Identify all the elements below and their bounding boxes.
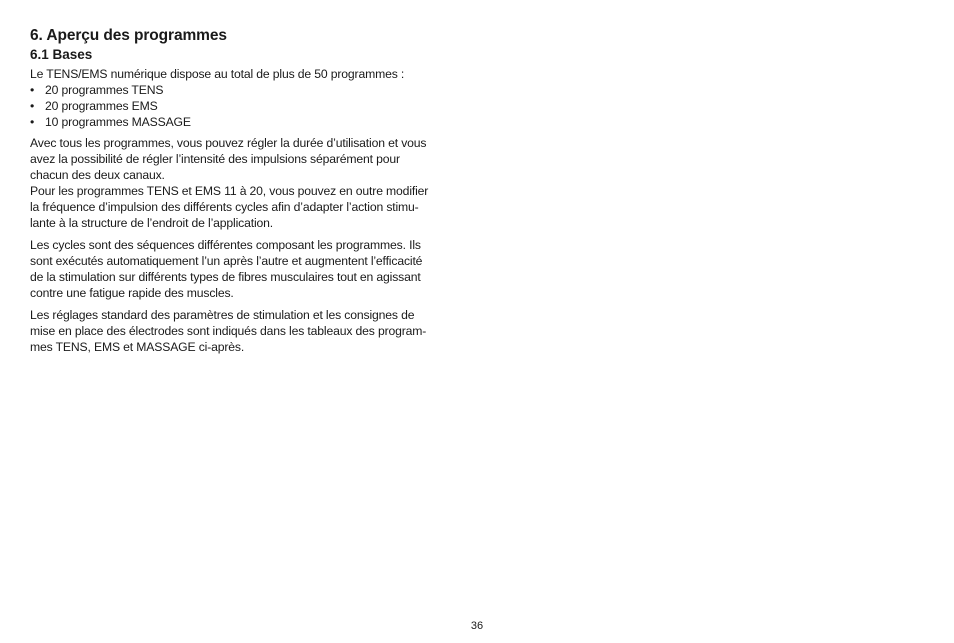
paragraph-settings	[30, 135, 470, 183]
text-line: mise en place des électrodes sont indiqués dans les tableaux des program-	[30, 324, 427, 338]
program-list	[30, 82, 470, 130]
text-line: de la stimulation sur différents types de fibres musculaires tout en agissant	[30, 270, 421, 284]
page-content	[30, 26, 470, 355]
text-line: lante à la structure de l’endroit de l’application.	[30, 216, 274, 230]
text-line: Les cycles sont des séquences différentes composant les programmes. Ils	[30, 238, 421, 252]
page-number: 36	[470, 620, 484, 632]
section-title: 6. Aperçu des programmes	[30, 27, 227, 44]
paragraph-frequency	[30, 183, 470, 231]
text-line: Avec tous les programmes, vous pouvez régler la durée d’utilisation et vous	[30, 136, 427, 150]
list-item	[30, 82, 470, 98]
text-line: mes TENS, EMS et MASSAGE ci-après.	[30, 340, 245, 354]
bullet-icon: •	[30, 83, 35, 97]
bullet-icon: •	[30, 115, 35, 129]
intro-text: Le TENS/EMS numérique dispose au total de plus de 50 programmes :	[30, 67, 405, 81]
text-line: chacun des deux canaux.	[30, 168, 165, 182]
list-item	[30, 114, 470, 130]
paragraph-standard-settings	[30, 307, 470, 355]
text-line: Pour les programmes TENS et EMS 11 à 20, vous pouvez en outre modifier	[30, 184, 429, 198]
list-item	[30, 98, 470, 114]
list-item-text: 20 programmes EMS	[45, 99, 158, 113]
text-line: la fréquence d’impulsion des différents cycles afin d’adapter l’action stimu-	[30, 200, 419, 214]
list-item-text: 10 programmes MASSAGE	[45, 115, 191, 129]
bullet-icon: •	[30, 99, 35, 113]
subsection-title: 6.1 Bases	[30, 47, 93, 62]
text-line: sont exécutés automatiquement l’un après l’autre et augmentent l’efficacité	[30, 254, 423, 268]
paragraph-cycles	[30, 237, 470, 301]
list-item-text: 20 programmes TENS	[45, 83, 164, 97]
text-line: avez la possibilité de régler l’intensité des impulsions séparément pour	[30, 152, 400, 166]
text-line: Les réglages standard des paramètres de stimulation et les consignes de	[30, 308, 415, 322]
text-line: contre une fatigue rapide des muscles.	[30, 286, 234, 300]
